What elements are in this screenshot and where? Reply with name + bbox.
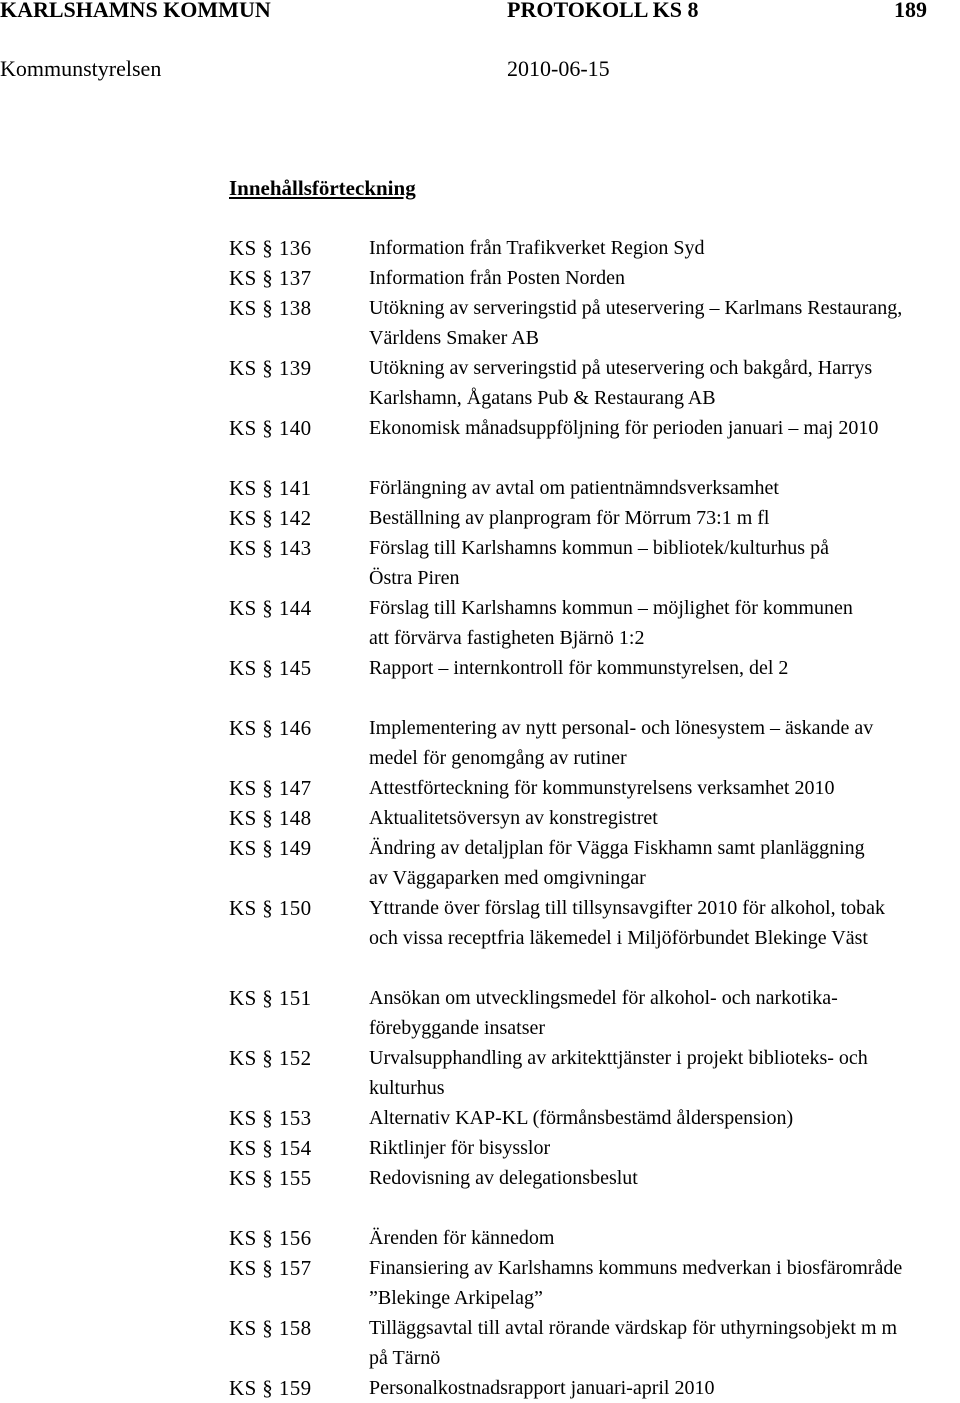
section-number: KS § 144 — [229, 596, 312, 620]
section-title: Karlshamn, Ågatans Pub & Restaurang AB — [369, 387, 716, 409]
toc-entry — [0, 1223, 960, 1253]
toc-entry — [0, 713, 960, 773]
section-title: ”Blekinge Arkipelag” — [369, 1287, 543, 1309]
section-title: Utökning av serveringstid på uteservering – Karlmans Restaurang, — [369, 297, 903, 319]
section-number: KS § 155 — [229, 1166, 312, 1190]
section-number: KS § 141 — [229, 476, 312, 500]
section-title: Redovisning av delegationsbeslut — [369, 1167, 638, 1189]
section-title: Rapport – internkontroll för kommunstyrelsen, del 2 — [369, 657, 789, 679]
section-title: Tilläggsavtal till avtal rörande värdskap för uthyrningsobjekt m m — [369, 1317, 898, 1339]
section-number: KS § 146 — [229, 716, 312, 740]
section-number: KS § 156 — [229, 1226, 312, 1250]
toc-entry — [0, 233, 960, 263]
toc-entry — [0, 1253, 960, 1313]
committee-name: Kommunstyrelsen — [0, 56, 162, 81]
section-number: KS § 147 — [229, 776, 312, 800]
toc-entry — [0, 1373, 960, 1403]
section-title: Förslag till Karlshamns kommun – möjlighet för kommunen — [369, 597, 853, 619]
meeting-date: 2010-06-15 — [507, 56, 610, 81]
section-title: av Väggaparken med omgivningar — [369, 867, 646, 889]
protocol-title: PROTOKOLL KS 8 — [507, 0, 699, 22]
section-number: KS § 159 — [229, 1376, 312, 1400]
section-title: Ändring av detaljplan för Vägga Fiskhamn samt planläggning — [369, 837, 865, 859]
toc-entry — [0, 1313, 960, 1373]
section-number: KS § 142 — [229, 506, 312, 530]
toc-title: Innehållsförteckning — [229, 176, 416, 200]
toc-entry — [0, 773, 960, 803]
section-title: Utökning av serveringstid på uteservering och bakgård, Harrys — [369, 357, 873, 379]
section-number: KS § 143 — [229, 536, 312, 560]
toc-entry — [0, 653, 960, 683]
section-title: Attestförteckning för kommunstyrelsens verksamhet 2010 — [369, 777, 835, 799]
section-number: KS § 151 — [229, 986, 312, 1010]
page-number: 189 — [894, 0, 927, 22]
toc-entry — [0, 533, 960, 593]
section-number: KS § 136 — [229, 236, 312, 260]
section-number: KS § 149 — [229, 836, 312, 860]
toc-entry — [0, 893, 960, 953]
toc-entry — [0, 833, 960, 893]
section-number: KS § 157 — [229, 1256, 312, 1280]
toc-entry — [0, 803, 960, 833]
section-title: Förslag till Karlshamns kommun – bibliotek/kulturhus på — [369, 537, 829, 559]
toc-entry — [0, 983, 960, 1043]
section-title: Information från Posten Norden — [369, 267, 626, 289]
section-number: KS § 140 — [229, 416, 312, 440]
section-title: Alternativ KAP-KL (förmånsbestämd ålderspension) — [369, 1107, 794, 1129]
section-title: Riktlinjer för bisysslor — [369, 1137, 551, 1159]
section-number: KS § 139 — [229, 356, 312, 380]
section-title: Förlängning av avtal om patientnämndsverksamhet — [369, 477, 779, 499]
section-title: Urvalsupphandling av arkitekttjänster i projekt biblioteks- och — [369, 1047, 868, 1069]
section-number: KS § 150 — [229, 896, 312, 920]
toc-entry — [0, 413, 960, 443]
section-number: KS § 158 — [229, 1316, 312, 1340]
section-number: KS § 153 — [229, 1106, 312, 1130]
toc-entry — [0, 1133, 960, 1163]
section-title: på Tärnö — [369, 1347, 441, 1369]
section-title: och vissa receptfria läkemedel i Miljöförbundet Blekinge Väst — [369, 927, 868, 949]
toc-entry — [0, 1043, 960, 1103]
section-number: KS § 138 — [229, 296, 312, 320]
section-number: KS § 154 — [229, 1136, 312, 1160]
section-title: Yttrande över förslag till tillsynsavgifter 2010 för alkohol, tobak — [369, 897, 885, 919]
toc-entry — [0, 503, 960, 533]
section-number: KS § 145 — [229, 656, 312, 680]
section-title: Ansökan om utvecklingsmedel för alkohol- och narkotika- — [369, 987, 838, 1009]
section-title: Östra Piren — [369, 567, 460, 589]
toc-entry — [0, 473, 960, 503]
section-number: KS § 137 — [229, 266, 312, 290]
section-title: Ekonomisk månadsuppföljning för perioden januari – maj 2010 — [369, 417, 879, 439]
toc-entry — [0, 593, 960, 653]
municipality-name: KARLSHAMNS KOMMUN — [0, 0, 271, 22]
section-title: Ärenden för kännedom — [369, 1227, 555, 1249]
section-title: medel för genomgång av rutiner — [369, 747, 627, 769]
toc-entry — [0, 1163, 960, 1193]
toc-entry — [0, 353, 960, 413]
section-title: förebyggande insatser — [369, 1017, 546, 1039]
toc-entry — [0, 293, 960, 353]
section-number: KS § 152 — [229, 1046, 312, 1070]
section-title: Implementering av nytt personal- och lönesystem – äskande av — [369, 717, 874, 739]
section-title: att förvärva fastigheten Bjärnö 1:2 — [369, 627, 645, 649]
section-title: Personalkostnadsrapport januari-april 2010 — [369, 1377, 715, 1399]
section-title: Aktualitetsöversyn av konstregistret — [369, 807, 658, 829]
section-title: kulturhus — [369, 1077, 445, 1099]
toc-entry — [0, 1103, 960, 1133]
section-title: Finansiering av Karlshamns kommuns medverkan i biosfärområde — [369, 1257, 903, 1279]
section-title: Beställning av planprogram för Mörrum 73:1 m fl — [369, 507, 770, 529]
toc-entry — [0, 263, 960, 293]
section-number: KS § 148 — [229, 806, 312, 830]
section-title: Världens Smaker AB — [369, 327, 539, 349]
section-title: Information från Trafikverket Region Syd — [369, 237, 705, 259]
